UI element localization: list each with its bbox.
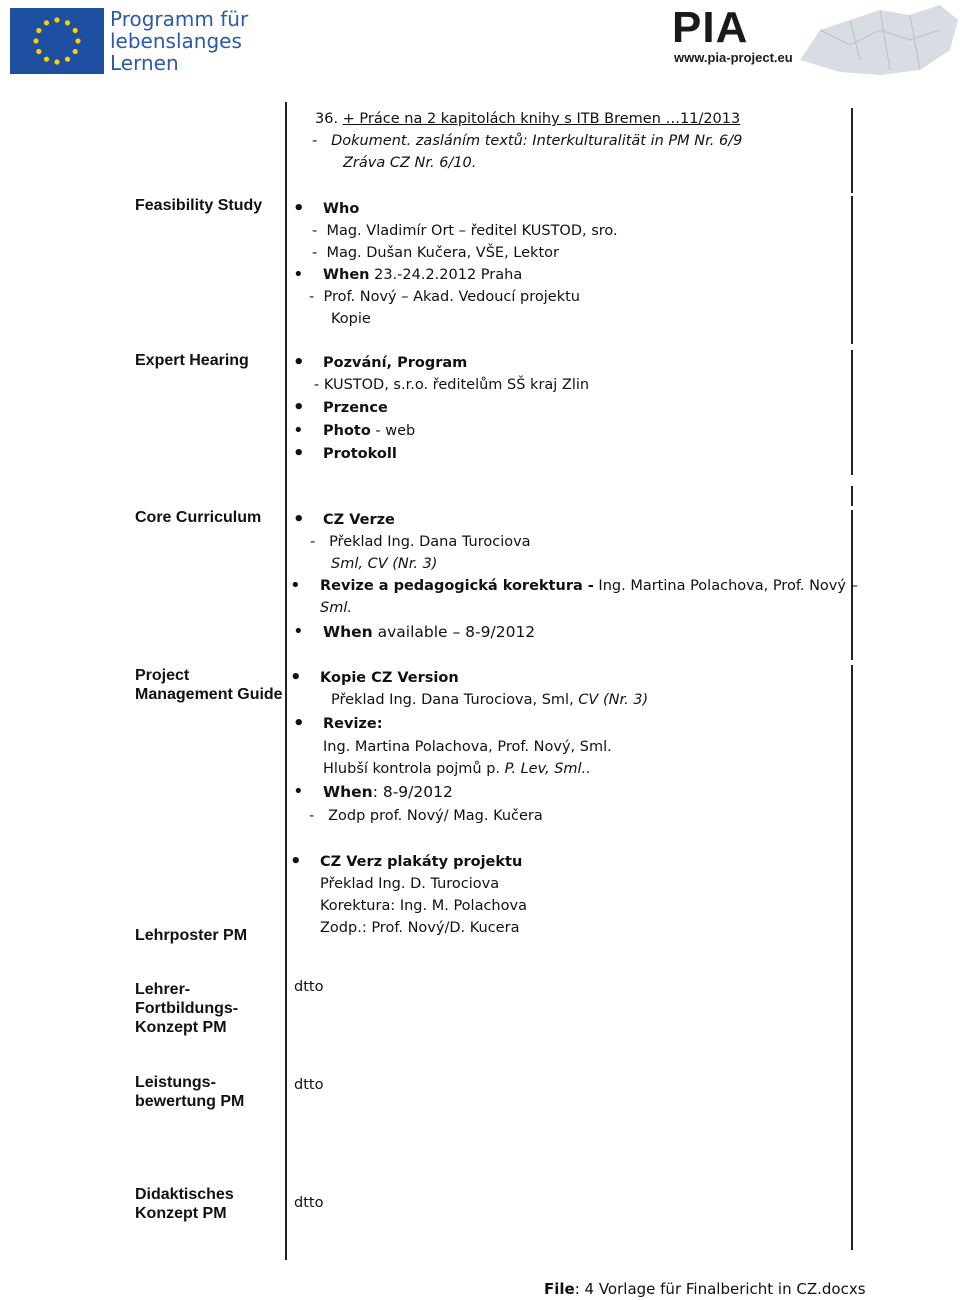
expert-label: Expert Hearing [135, 352, 249, 369]
footer-file-text: : 4 Vorlage für Finalbericht in CZ.docxs [574, 1280, 866, 1298]
feasibility-dash-2: - Mag. Dušan Kučera, VŠE, Lektor [312, 245, 559, 261]
logo-line3: Lernen [110, 51, 179, 75]
logo-text [110, 8, 248, 74]
pia-logo-url: www.pia-project.eu [674, 50, 793, 65]
pmguide-line-2: Ing. Martina Polachova, Prof. Nový, Sml. [323, 739, 612, 755]
feasibility-kopie: Kopie [331, 311, 371, 327]
intro-dash-line [312, 130, 742, 152]
expert-bullet-3: • Photo - web [323, 420, 415, 442]
europe-map-icon [780, 0, 960, 80]
table-right-border-4 [851, 486, 853, 506]
logo-line1: Programm für [110, 7, 249, 31]
pmguide-bullet-3: • When: 8-9/2012 [323, 781, 453, 803]
feasibility-dash-3: - Prof. Nový – Akad. Vedoucí projektu [309, 289, 580, 305]
pia-logo-title: PIA [672, 3, 749, 52]
didaktik-value: dtto [294, 1195, 324, 1211]
core-bullet-2: • Revize a pedagogická korektura - Ing. Martina Polachova, Prof. Nový – [320, 575, 858, 597]
table-right-border-1 [851, 108, 853, 193]
logo-line2: lebenslanges [110, 29, 242, 53]
footer-file-label: File [544, 1280, 575, 1298]
expert-bullet-4: • Protokoll [323, 443, 397, 465]
when-value: 23.-24.2.2012 Praha [374, 267, 523, 283]
fortbildung-label: Lehrer- Fortbildungs- Konzept PM [135, 981, 239, 1036]
expert-bullet-1: • Pozvání, Program [323, 352, 467, 374]
leistung-value: dtto [294, 1077, 324, 1093]
pmguide-line-1: Překlad Ing. Dana Turociova, Sml, CV (Nr. 3) [331, 692, 649, 708]
footer-file [544, 1278, 866, 1300]
feasibility-who: • Who [323, 198, 359, 220]
didaktik-label: Didaktisches Konzept PM [135, 1186, 234, 1222]
pmguide-label: Project Management Guide [135, 667, 283, 703]
core-bullet-2-cont: Sml. [320, 600, 352, 616]
dash-text: Dokument. zasláním textů: Interkulturalität in PM Nr. 6/9 [331, 133, 743, 149]
core-dash-1b: Sml, CV (Nr. 3) [331, 556, 438, 572]
expert-dash-1: - KUSTOD, s.r.o. ředitelům SŠ kraj Zlin [314, 377, 590, 393]
pmguide-dash-1: - Zodp prof. Nový/ Mag. Kučera [309, 808, 543, 824]
pmguide-bullet-2: • Revize: [323, 713, 383, 735]
table-left-border [285, 102, 287, 1260]
fortbildung-value: dtto [294, 979, 324, 995]
dash-mark: - [312, 133, 332, 149]
eu-logo [10, 8, 104, 74]
when-label: When [323, 267, 370, 283]
core-bullet-3: • When available – 8-9/2012 [323, 621, 535, 643]
intro-item-36 [315, 108, 740, 130]
lehrposter-label: Lehrposter PM [135, 927, 248, 944]
feasibility-label: Feasibility Study [135, 197, 263, 214]
intro-dash-line-2: Zráva CZ Nr. 6/10. [343, 155, 477, 171]
eu-stars-icon [10, 8, 104, 74]
feasibility-dash-1: - Mag. Vladimír Ort – ředitel KUSTOD, sro. [312, 223, 618, 239]
lehrposter-line-3: Zodp.: Prof. Nový/D. Kucera [320, 920, 520, 936]
pmguide-line-3: Hlubší kontrola pojmů p. P. Lev, Sml.. [323, 761, 591, 777]
expert-bullet-2: • Przence [323, 397, 388, 419]
core-bullet-1: • CZ Verze [323, 509, 395, 531]
lehrposter-line-1: Překlad Ing. D. Turociova [320, 876, 500, 892]
lehrposter-line-2: Korektura: Ing. M. Polachova [320, 898, 527, 914]
leistung-label: Leistungs- bewertung PM [135, 1074, 245, 1110]
pmguide-bullet-1: • Kopie CZ Version [320, 667, 459, 689]
core-dash-1: - Překlad Ing. Dana Turociova [310, 534, 531, 550]
item-number: 36. [315, 111, 339, 127]
core-label: Core Curriculum [135, 509, 262, 526]
table-right-border-3 [851, 350, 853, 475]
feasibility-when [323, 264, 522, 286]
table-right-border-2 [851, 196, 853, 344]
item-text: + Práce na 2 kapitolách knihy s ITB Bremen …11/2013 [342, 111, 741, 127]
table-right-border-6 [851, 665, 853, 1250]
lehrposter-bullet-1: • CZ Verz plakáty projektu [320, 851, 522, 873]
